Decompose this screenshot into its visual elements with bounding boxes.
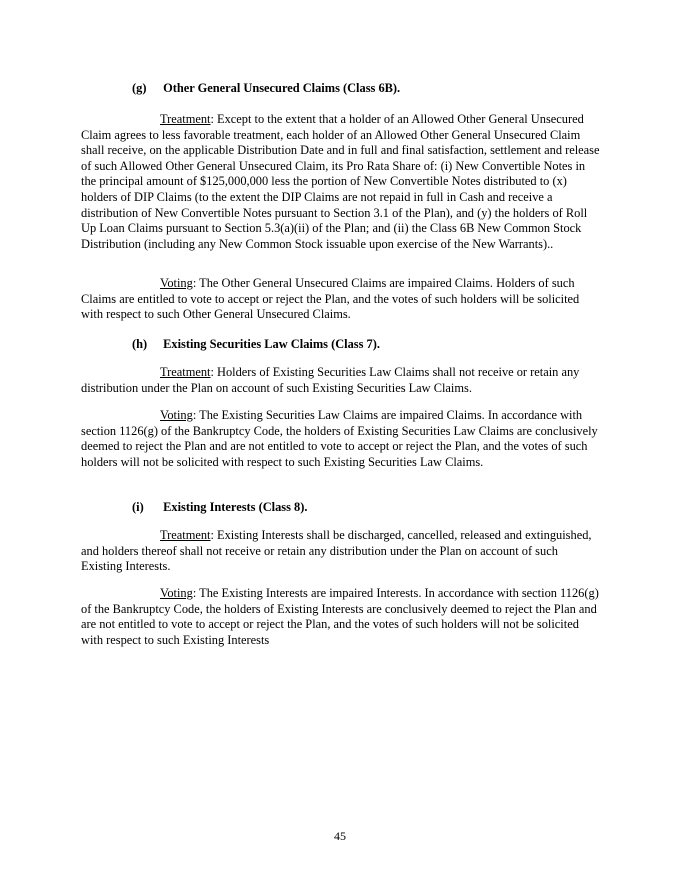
- section-g-voting-label: Voting: [160, 276, 193, 290]
- section-i-voting-text: : The Existing Interests are impaired Interests. In accordance with section 1126(g) of the Bankruptcy Code, the holders of Existing Interests are conclusively deemed to reject the Plan and are not entitled to vote to accept or reject the Plan, and the votes of such holders will not be solicited with respect to such Existing Interests: [81, 586, 599, 647]
- section-i-title: Existing Interests (Class 8).: [163, 500, 308, 514]
- section-h-voting-paragraph: [81, 408, 601, 470]
- section-h-treatment-text: : Holders of Existing Securities Law Claims shall not receive or retain any distribution under the Plan on account of such Existing Securities Law Claims.: [81, 365, 580, 395]
- section-g-treatment-paragraph: [81, 112, 601, 252]
- section-g-title: Other General Unsecured Claims (Class 6B).: [163, 81, 401, 95]
- section-g-treatment-label: Treatment: [160, 112, 211, 126]
- section-i-letter: (i): [132, 500, 144, 514]
- section-h-heading: [132, 337, 380, 353]
- section-h-title: Existing Securities Law Claims (Class 7).: [163, 337, 380, 351]
- section-i-heading: [132, 500, 307, 516]
- section-g-treatment-text: : Except to the extent that a holder of an Allowed Other General Unsecured Claim agrees to less favorable treatment, each holder of an Allowed Other General Unsecured Claim shall receive, on the applicable Distribution Date and in full and final satisfaction, settlement and release of such Allowed Other General Unsecured Claim, its Pro Rata Share of: (i) New Convertible Notes in the principal amount of $125,000,000 less the portion of New Convertible Notes distributed to (x) holders of DIP Claims (to the extent the DIP Claims are not repaid in full in Cash and receive a distribution of New Convertible Notes pursuant to Section 3.1 of the Plan), and (y) the holders of Roll Up Loan Claims pursuant to Section 5.3(a)(ii) of the Plan; and (ii) the Class 6B New Common Stock Distribution (including any New Common Stock issuable upon exercise of the New Warrants)..: [81, 112, 600, 251]
- section-h-treatment-label: Treatment: [160, 365, 211, 379]
- section-i-treatment-label: Treatment: [160, 528, 211, 542]
- section-g-voting-paragraph: [81, 276, 601, 323]
- section-g-letter: (g): [132, 81, 147, 95]
- section-i-treatment-text: : Existing Interests shall be discharged, cancelled, released and extinguished, and holders thereof shall not receive or retain any distribution under the Plan on account of such Existing Interests.: [81, 528, 592, 574]
- section-g-heading: [132, 81, 400, 97]
- section-i-voting-label: Voting: [160, 586, 193, 600]
- page-number: 45: [334, 829, 346, 843]
- section-h-letter: (h): [132, 337, 148, 351]
- section-g-voting-text: : The Other General Unsecured Claims are impaired Claims. Holders of such Claims are entitled to vote to accept or reject the Plan, and the votes of such holders will be solicited with respect to such Other General Unsecured Claims.: [81, 276, 580, 322]
- section-i-treatment-paragraph: [81, 528, 601, 575]
- section-h-voting-label: Voting: [160, 408, 193, 422]
- section-i-voting-paragraph: [81, 586, 601, 648]
- section-h-treatment-paragraph: [81, 365, 601, 396]
- section-h-voting-text: : The Existing Securities Law Claims are impaired Claims. In accordance with section 1126(g) of the Bankruptcy Code, the holders of Existing Securities Law Claims are conclusively deemed to reject the Plan and are not entitled to vote to accept or reject the Plan, and the votes of such holders will not be solicited with respect to such Existing Securities Law Claims.: [81, 408, 598, 469]
